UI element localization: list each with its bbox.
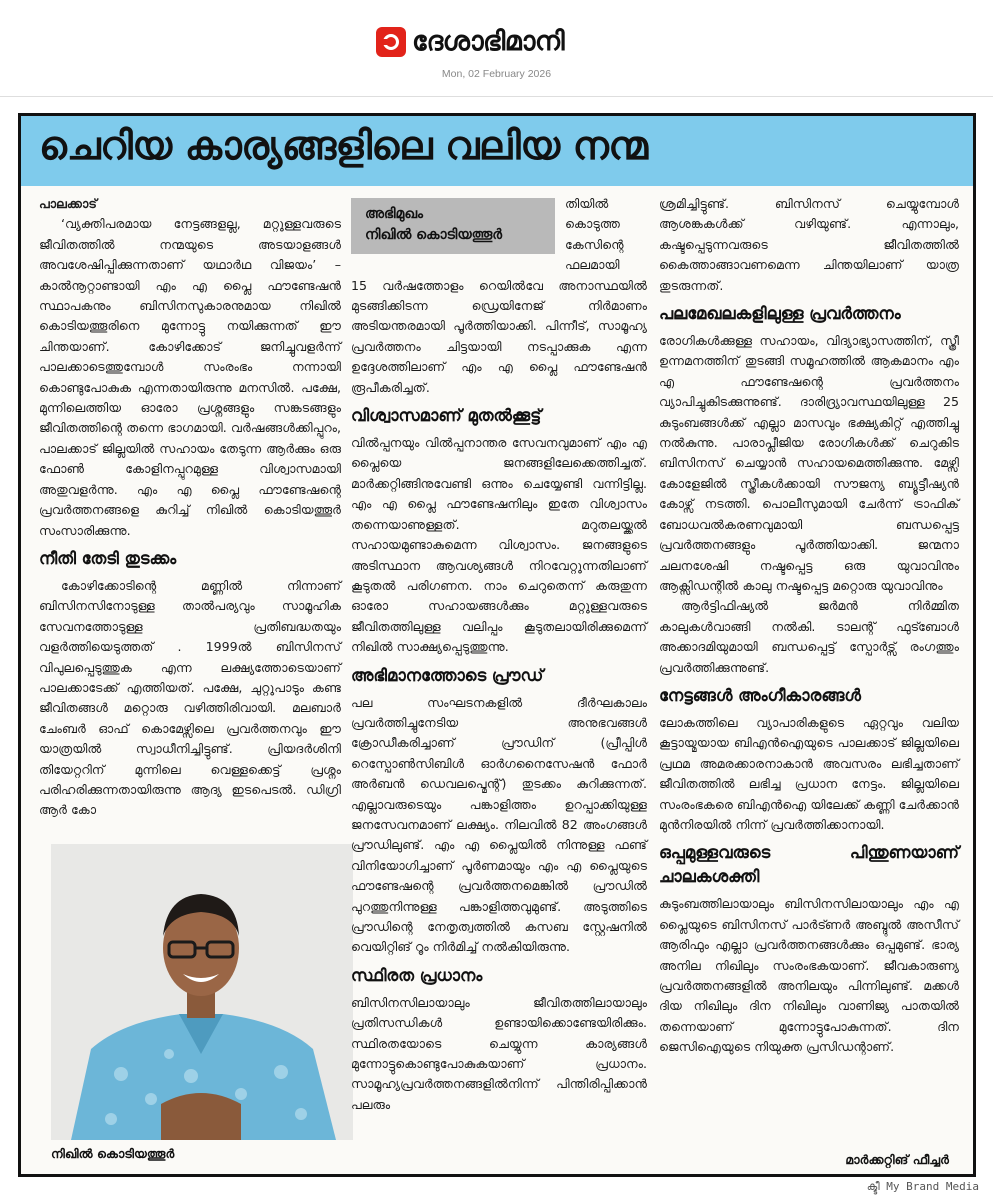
article-paragraph: പല സംഘടനകളിൽ ദീർഘകാലം പ്രവർത്തിച്ചുനേടിയ അനുഭവങ്ങൾ ക്രോഡീകരിച്ചാണ് പ്രൗഡിന് (പ്രീപ്പിൾ റെസ്പോൺസിബിൾ ഓർഗനൈസേഷൻ ഫോർ അർബൻ ഡെവലപ്മെന്റ്) തുടക്കം കുറിക്കുന്നത്. എല്ലാവരുടെയും പങ്കാളിത്തം ഉറപ്പാക്കിയുള്ള ജനസേവനമാണ് ലക്ഷ്യം. നിലവിൽ 82 അംഗങ്ങൾ പ്രൗഡിലുണ്ട്. എം എ പ്ലൈയിൽ നിന്നുള്ള ഫണ്ട് വിനിയോഗിച്ചാണ് പൂർണമായും എം എ പ്ലൈയുടെ ഫൗണ്ടേഷന്റെ പ്രവർത്തനമെങ്കിൽ പ്രൗഡിൽ പുറത്തുനിന്നുള്ള പങ്കാളിത്തവുമുണ്ട്. അടുത്തിടെ പ്രൗഡിന്റെ നേതൃത്വത്തിൽ കസബ സ്റ്റേഷനിൽ വെയിറ്റിങ് റൂം നിർമിച്ച് നൽകിയിരുന്നു. bbox=[351, 694, 647, 955]
byline: മാർക്കറ്റിങ് ഫീച്ചർ bbox=[845, 1152, 949, 1167]
article-headline: ചെറിയ കാര്യങ്ങളിലെ വലിയ നന്മ bbox=[39, 124, 648, 169]
logo-mark-icon bbox=[376, 27, 406, 57]
article-column-1 bbox=[39, 194, 341, 821]
article-paragraph: 15 വർഷത്തോളം റെയിൽവേ അനാസ്ഥയിൽ മുടങ്ങിക്കിടന്ന ഡ്രെയിനേജ് നിർമാണം അടിയന്തരമായി പൂർത്തിയാക്കി. പിന്നീട്, സാമൂഹ്യ പ്രവർത്തനം ചിട്ടയായി നടപ്പാക്കുക എന്ന ഉദ്ദേശത്തിലാണ് എം എ പ്ലൈ ഫൗണ്ടേഷൻ രൂപീകരിച്ചത്. bbox=[351, 277, 647, 395]
subheading: പലമേഖലകളിലുള്ള പ്രവർത്തനം bbox=[659, 304, 901, 324]
portrait-illustration bbox=[51, 844, 353, 1140]
dateline: പാലക്കാട് bbox=[39, 196, 97, 211]
site-logo[interactable] bbox=[376, 24, 564, 60]
headline-band bbox=[21, 116, 973, 186]
interviewee-name: നിഖിൽ കൊടിയത്തൂർ bbox=[365, 227, 503, 243]
article-paragraph: വിൽപ്പനയും വിൽപ്പനാന്തര സേവനവുമാണ് എം എ പ്ലൈയെ ജനങ്ങളിലേക്കെത്തിച്ചത്. മാർക്കറ്റിങ്ങിനുവേണ്ടി ഒന്നും ചെയ്യേണ്ടി വന്നിട്ടില്ല. എം എ പ്ലൈ ഫൗണ്ടേഷനിലും ഇതേ വിശ്വാസം തന്നെയാണുള്ളത്. മറുതലയ്ക്കൽ സഹായമുണ്ടാകുമെന്ന വിശ്വാസം. ജനങ്ങളുടെ അടിസ്ഥാന ആവശ്യങ്ങൾ നിറവേറ്റുന്നതിലാണ് കൂടുതൽ പരിഗണന. നാം ചെറുതെന്ന് കരുതുന്ന ഓരോ സഹായങ്ങൾക്കും മറ്റുള്ളവരുടെ ജീവിതത്തിലുള്ള വലിപ്പം കൂടുതലായിരിക്കുമെന്ന് നിഖിൽ സാക്ഷ്യപ്പെടുത്തുന്നു. bbox=[351, 435, 647, 655]
subheading: നീതി തേടി തുടക്കം bbox=[39, 548, 177, 568]
subheading: ഒപ്പമുള്ളവരുടെ പിന്തുണയാണ് ചാലകശക്തി bbox=[659, 843, 959, 887]
subheading: സ്ഥിരത പ്രധാനം bbox=[351, 965, 483, 985]
newspaper-clipping bbox=[18, 113, 976, 1177]
article-column-3 bbox=[659, 194, 959, 1058]
article-paragraph: ലോകത്തിലെ വ്യാപാരികളുടെ ഏറ്റവും വലിയ കൂട്ടായ്മയായ ബിഎൻഐയുടെ പാലക്കാട് ജില്ലയിലെ പ്രഥമ അമരക്കാരനാകാൻ അവസരം ലഭിച്ചതാണ് ജീവിതത്തിൽ ലഭിച്ച പ്രധാന നേട്ടം. ജില്ലയിലെ സംരംഭകരെ ബിഎൻഐ യിലേക്ക് കണ്ണി ചേർക്കാൻ മുൻനിരയിൽ നിന്ന് പ്രവർത്തിക്കാനായി. bbox=[659, 714, 959, 832]
article-paragraph: ആർട്ടിഫിഷ്യൽ ജർമൻ നിർമ്മിത കാലുകൾവാങ്ങി നൽകി. ടാലന്റ് ഫുട്ബോൾ അക്കാദമിയുമായി ബന്ധപ്പെട്ട് സ്പോർട്സ് രംഗത്തും പ്രവർത്തിക്കുന്നുണ്ട്. bbox=[659, 598, 959, 675]
article-intro: ‘വ്യക്തിപരമായ നേട്ടങ്ങളല്ല, മറ്റുള്ളവരുടെ ജീവിതത്തിൽ നന്മയുടെ അടയാളങ്ങൾ അവശേഷിപ്പിക്കുന്നതാണ് യഥാർഥ വിജയം’ – കാൽനൂറ്റാണ്ടായി എം എ പ്ലൈ ഫൗണ്ടേഷൻ സ്ഥാപകനും ബിസിനസുകാരനുമായ നിഖിൽ കൊടിയത്തൂരിനെ മുന്നോട്ടു നയിക്കുന്നത് ഈ ചിന്തയാണ്. കോഴിക്കോട് ജനിച്ചുവളർന്ന് പാലക്കാടെത്തുമ്പോൾ സംരംഭം നന്നായി കൊണ്ടുപോകുക എന്നതായിരുന്നു മനസിൽ. പക്ഷേ, മുന്നിലെത്തിയ ഓരോ പ്രശ്നങ്ങളും സങ്കടങ്ങളും ജീവിതത്തിന്റെ തന്നെ ഭാഗമായി. വർഷങ്ങൾക്കിപ്പുറം, പാലക്കാട് ജില്ലയിൽ സഹായം തേടുന്ന ആർക്കും ഒരു ഫോൺ കോളിനപ്പുറമുള്ള വിശ്വാസമായി അതുവളർന്നു. എം എ പ്ലൈ ഫൗണ്ടേഷന്റെ പ്രവർത്തനങ്ങളെ കുറിച്ച് നിഖിൽ കൊടിയത്തൂർ സംസാരിക്കുന്നു. bbox=[39, 216, 341, 538]
column-lead: തിയിൽ കൊടുത്ത കേസിന്റെ ഫലമായി bbox=[565, 196, 624, 273]
article-paragraph: കുടുംബത്തിലായാലും ബിസിനസിലായാലും എം എ പ്ലൈയുടെ ബിസിനസ് പാർട്ണർ അബ്ദുൽ അസീസ് ആരിഫും എല്ലാ പ്രവർത്തനങ്ങൾക്കും ഒപ്പമുണ്ട്. ഭാര്യ അനില നിഖിലും സംരംഭകയാണ്. ജീവകാരുണ്യ പ്രവർത്തനങ്ങളിൽ അനിലയും പിന്നിലുണ്ട്. മക്കൾ ദിയ നിഖിലും ദിന നിഖിലും വാണിജ്യ പാതയിൽ തന്നെയാണ് മുന്നോട്ടുപോകുന്നത്. ദിന ജെസിഐയുടെ നിയുക്ത പ്രസിഡന്റാണ്. bbox=[659, 896, 959, 1055]
subheading: വിശ്വാസമാണ് മുതൽക്കൂട്ട് bbox=[351, 406, 542, 426]
article-paragraph: കോഴിക്കോടിന്റെ മണ്ണിൽ നിന്നാണ് ബിസിനസിനോടുള്ള താൽപര്യവും സാമൂഹിക സേവനത്തോടുള്ള പ്രതിബദ്ധതയും വളർത്തിയെടുത്തത് . 1999ൽ ബിസിനസ് വിപുലപ്പെടുത്തുക എന്ന ലക്ഷ്യത്തോടെയാണ് പാലക്കാടേക്ക് എത്തിയത്. പക്ഷേ, ചുറ്റുപാടും കണ്ട ജീവിതങ്ങൾ മറ്റൊരു വഴിത്തിരിവായി. മലബാർ ചേംബർ ഓഫ് കൊമേഴ്സിലെ പ്രവർത്തനവും ഈ യാത്രയിൽ സ്വാധീനിച്ചിട്ടുണ്ട്. പ്രിയദർശിനി തിയേറ്ററിന് മുന്നിലെ വെള്ളക്കെട്ട് പ്രശ്നം പരിഹരിക്കുന്നതായിരുന്നു ആദ്യ ഇടപെടൽ. ഡിഗ്രി ആർ കോ bbox=[39, 577, 341, 818]
article-column-2 bbox=[351, 194, 647, 1115]
photo-caption: നിഖിൽ കൊടിയത്തൂർ bbox=[51, 1146, 175, 1161]
subheading: നേട്ടങ്ങൾ അംഗീകാരങ്ങൾ bbox=[659, 685, 861, 705]
logo-text: ദേശാഭിമാനി bbox=[412, 26, 565, 57]
masthead bbox=[0, 0, 993, 97]
article-paragraph: രോഗികൾക്കുള്ള സഹായം, വിദ്യാഭ്യാസത്തിന്, സ്ത്രീ ഉന്നമനത്തിന് തുടങ്ങി സമൂഹത്തിൽ ആകമാനം എം എ ഫൗണ്ടേഷന്റെ പ്രവർത്തനം വ്യാപിച്ചുകിടക്കുന്നുണ്ട്. ദാരിദ്ര്യാവസ്ഥയിലുള്ള 25 കുടുംബങ്ങൾക്ക് എല്ലാ മാസവും ഭക്ഷ്യകിറ്റ് എത്തിച്ചു നൽകുന്നു. പാരാപ്ലീജിയ രോഗികൾക്ക് ചെറുകിട ബിസിനസ് ചെയ്യാൻ സഹായമെത്തിക്കുന്നു. മേഴ്സി കോളേജിൽ സ്ത്രീകൾക്കായി സൗജന്യ ബ്യൂട്ടീഷ്യൻ കോഴ്സ് നടത്തി. പൊലീസുമായി ചേർന്ന് ട്രാഫിക് ബോധവൽകരണവുമായി ബന്ധപ്പെട്ട പ്രവർത്തനങ്ങളും പൂർത്തിയാക്കി. ജന്മനാ ചലനശേഷി നഷ്ടപ്പെട്ട ഒരു യുവാവിനും ആക്സിഡന്റിൽ കാലു നഷ്ടപ്പെട്ട മറ്റൊരു യുവാവിനും bbox=[659, 333, 959, 593]
article-paragraph: ബിസിനസിലായാലും ജീവിതത്തിലായാലും പ്രതിസന്ധികൾ ഉണ്ടായിക്കൊണ്ടേയിരിക്കും. സ്ഥിരതയോടെ ചെയ്യുന്ന കാര്യങ്ങൾ മുന്നോട്ടുകൊണ്ടുപോകുകയാണ് പ്രധാനം. സാമൂഹ്യപ്രവർത്തനങ്ങളിൽനിന്ന് പിന്തിരിപ്പിക്കാൻ പലരും bbox=[351, 994, 647, 1112]
subheading: അഭിമാനത്തോടെ പ്രൗഡ് bbox=[351, 665, 544, 685]
column-lead: ശ്രമിച്ചിട്ടുണ്ട്. ബിസിനസ് ചെയ്യുമ്പോൾ ആശങ്കകൾക്ക് വഴിയുണ്ട്. എന്നാലും, കഷ്ടപ്പെടുന്നവരുടെ ജീവിതത്തിൽ കൈത്താങ്ങാവണമെന്ന ചിന്തയിലാണ് യാത്ര തുടരുന്നത്. bbox=[659, 196, 959, 293]
footer-credit: ക്ടീ My Brand Media bbox=[866, 1180, 979, 1193]
interview-label: അഭിമുഖം bbox=[365, 206, 423, 222]
publication-date: Mon, 02 February 2026 bbox=[441, 68, 552, 80]
portrait-photo bbox=[51, 844, 353, 1140]
